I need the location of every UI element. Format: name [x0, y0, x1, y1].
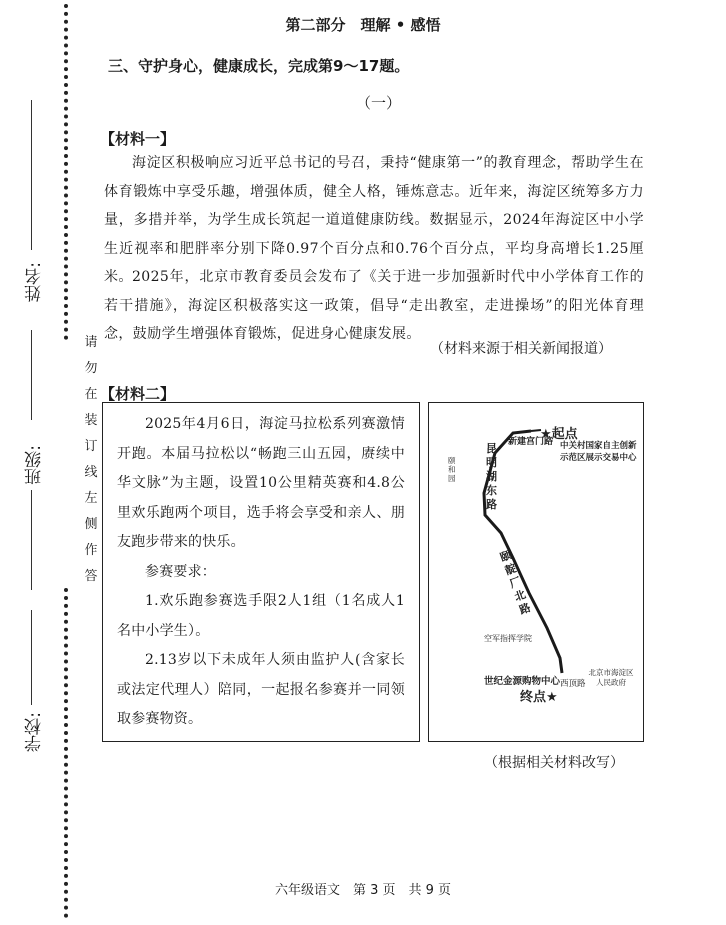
warning-char: 请: [84, 335, 98, 350]
map-yiheyuan: 颐和园: [448, 456, 456, 483]
map-school: 空军指挥学院: [484, 634, 532, 643]
warning-char: 答: [84, 569, 98, 584]
warning-char: 订: [84, 439, 98, 454]
question-title: 三、守护身心，健康成长，完成第9～17题。: [108, 57, 410, 75]
warning-char: 侧: [84, 517, 98, 532]
material2-req-2: 2.13岁以下未成年人须由监护人(含家长或法定代理人）陪同，一起报名参赛并一同领取参赛物资。: [117, 652, 405, 727]
map-road-xiding: 西顶路: [560, 679, 586, 689]
warning-char: 在: [84, 387, 98, 402]
class-blank-line-lower: [31, 490, 32, 590]
material2-heading: 【材料二】: [100, 385, 176, 403]
school-blank-line: [31, 610, 32, 705]
school-label: 学校:: [25, 712, 45, 752]
binding-dotted-line-top: [64, 4, 68, 340]
binding-dotted-line-bottom: [64, 588, 68, 918]
class-label: 班级:: [25, 445, 45, 485]
material2-text: [117, 410, 405, 735]
binding-warning: [82, 330, 100, 590]
map-start-label: ★起点: [540, 427, 578, 442]
class-blank-line: [31, 330, 32, 420]
map-government: 北京市海淀区人民政府: [588, 668, 634, 687]
material1-source: （材料来源于相关新闻报道）: [430, 341, 612, 357]
map-end-label: 终点★: [520, 690, 558, 705]
material2-intro: 2025年4月6日，海淀马拉松系列赛激情开跑。本届马拉松以“畅跑三山五园，赓续中华文脉”为主题，设置10公里精英赛和4.8公里欢乐跑两个项目，选手将会享受和亲人、朋友跑步带来的快乐。: [117, 416, 405, 550]
name-label: 姓名:: [25, 262, 45, 302]
warning-char: 勿: [84, 361, 98, 376]
material2-req-title: 参赛要求：: [145, 563, 216, 580]
part-number: （一）: [356, 94, 402, 112]
warning-char: 作: [84, 543, 98, 558]
material1-paragraph-1: 海淀区积极响应习近平总书记的号召，秉持“健康第一”的教育理念，帮助学生在体育锻炼中享受乐趣，增强体质，健全人格，锤炼意志。近年来，海淀区统筹多方力量，多措并举，为学生成长筑起一道道健康防线。数据显示，2024年海淀区中小学生近视率和肥胖率分别下降0.97个百分点和0.76个百分点，平均身高增长1.25厘米。: [104, 155, 644, 285]
page-footer: 六年级语文 第 3 页 共 9 页: [274, 883, 452, 898]
material2-req-1: 1.欢乐跑参赛选手限2人1组（1名成人1名中小学生）。: [117, 593, 405, 639]
warning-char: 左: [84, 491, 98, 506]
section-title: 第二部分 理解 • 感悟: [285, 16, 441, 34]
material1-paragraph-2: 2025年，北京市教育委员会发布了《关于进一步加强新时代中小学体育工作的若干措施》，海淀区积极落实这一政策，倡导“走出教室，走进操场”的阳光体育理念，鼓励学生增强体育锻炼，促进身心健康发展。: [104, 269, 644, 342]
material1-heading: 【材料一】: [100, 130, 176, 148]
map-road-yidianchang: 颐 靛 厂 北 路: [498, 548, 533, 618]
map-road-xinjiangongmen: 新建宫门路: [508, 437, 554, 447]
warning-char: 线: [84, 465, 98, 480]
map-end-place: 世纪金源购物中心: [484, 676, 561, 687]
map-start-place: 中关村国家自主创新示范区展示交易中心: [560, 441, 637, 463]
name-blank-line: [31, 100, 32, 250]
warning-char: 装: [84, 413, 98, 428]
material2-source: （根据相关材料改写）: [484, 755, 624, 771]
map-road-kunminghu: 昆明湖东路: [486, 442, 497, 511]
